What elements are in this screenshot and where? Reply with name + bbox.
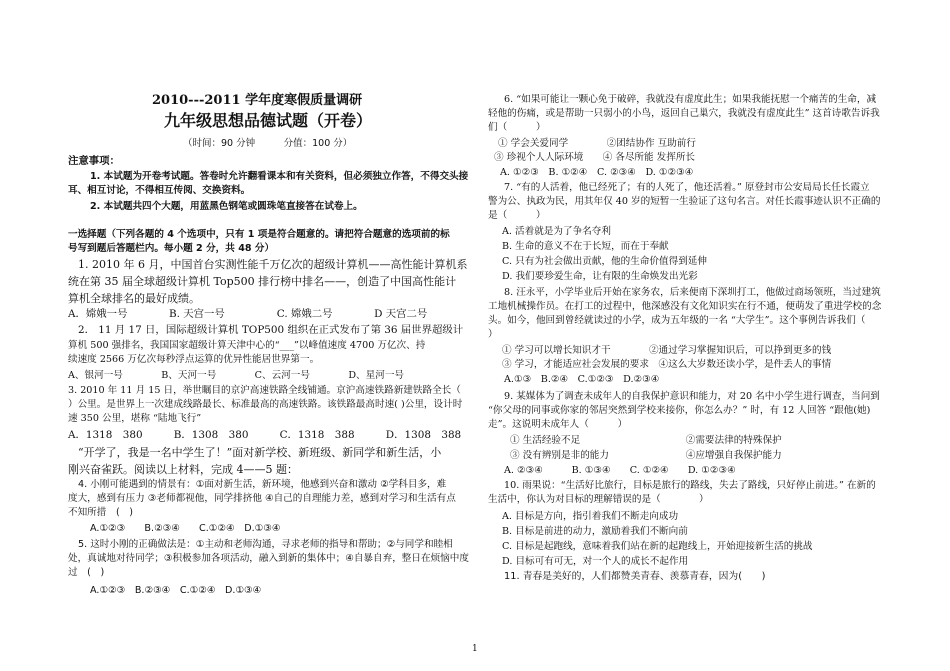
q1-line-3: 算机全球排名的最好成绩。 <box>68 292 200 305</box>
q2-line-2: 算机 500 强排名，我国国家超级计算天津中心的“___”以峰值速度 4700 万亿次、持 <box>68 340 426 351</box>
exam-main-title: 九年级思想品德试题（开卷） <box>164 111 373 130</box>
q7-option-d: D. 我们要珍爱生命，让有限的生命焕发出光彩 <box>502 271 698 282</box>
q3-line-1: 3. 2010 年 11 月 15 日，举世瞩目的京沪高速铁路全线铺通。京沪高速铁路新建铁路全长（ <box>68 385 461 396</box>
intro-line-1: “开学了，我是一名中学生了！”面对新学校、新班级、新同学和新生活，小 <box>78 446 442 459</box>
q3-options: A．1318 380 B．1308 380 C．1318 388 D．1308 388 <box>68 429 462 441</box>
q6-line-2: 轻他的伤痛，或是帮助一只弱小的小鸟，返回自己巢穴，我就没有虚度此生” 这首诗歌告诉我 <box>488 108 880 119</box>
q2-options: A、银河一号 B、天河一号 C、云河一号 D、星河一号 <box>68 370 405 381</box>
q1-line-1: 1. 2010 年 6 月，中国首台实测性能千万亿次的超级计算机——高性能计算机系 <box>78 258 468 271</box>
q10-option-d: D. 目标可有可无，对一个人的成长不起作用 <box>502 556 689 567</box>
q10-option-a: A. 目标是方向，指引着我们不断走向成功 <box>502 511 679 522</box>
q8-line-3: 头。如今，他回到曾经就读过的小学，成为五年级的一名 “大学生”。这个事例告诉我们（ <box>488 315 866 326</box>
q4-line-1: 4. 小刚可能遇到的情景有：①面对新生活，新环境，他感到兴奋和激动 ②学科目多，难 <box>78 479 447 490</box>
q3-line-3: 速 350 公里，堪称 “陆地飞行” <box>68 413 202 424</box>
exam-year-title: 2010---2011 学年度寒假质量调研 <box>152 93 363 108</box>
q9-option-row-2: ③ 没有辨别是非的能力 ④应增强自我保护能力 <box>510 450 782 461</box>
q4-line-2: 度大，感到有压力 ③老师都视他，同学排挤他 ④自己的自理能力差，感到对学习和生活有点 <box>68 493 456 504</box>
q3-line-2: ）公里。是世界上一次建成线路最长、标准最高的高速铁路。该铁路最高时速( )公里，设计时 <box>68 399 463 410</box>
q1-line-2: 统在第 35 届全球超级计算机 Top500 排行榜中排名——，创造了中国高性能计 <box>68 275 457 288</box>
q10-option-b: B. 目标是前进的动力，激励着我们不断向前 <box>502 526 688 537</box>
note-1-line-1: 1. 本试题为开卷考试题。答卷时允许翻看课本和有关资料，但必须独立作答，不得交头接 <box>90 171 469 182</box>
q11-line-1: 11. 青春是美好的，人们都赞美青春、羡慕青春，因为( ) <box>504 571 766 582</box>
q10-line-1: 10. 雨果说：“生活好比旅行，目标是旅行的路线，失去了路线，只好停止前进。” 在新的 <box>504 480 876 491</box>
time-score-info: （时间：90 分钟 分值：100 分） <box>183 138 353 149</box>
q6-line-3: 们（ ） <box>488 122 546 133</box>
q8-option-row-2: ③ 学习，才能适应社会发展的要求 ④这么大岁数还读小学，是件丢人的事情 <box>502 359 832 370</box>
note-1-line-2: 耳、相互讨论，不得相互传阅、交换资料。 <box>68 185 251 196</box>
q9-line-2: “你父母的同事或你家的邻居突然到学校来接你，你怎么办？” 时，有 12 人回答 “跟他(她) <box>488 405 871 416</box>
section-1-heading: 一选择题（下列各题的 4 个选项中，只有 1 项是符合题意的。请把符合题意的选项前的标 <box>68 229 450 240</box>
q6-options: A. ①②③ B. ①②④ C. ②③④ D. ①②③④ <box>500 167 694 178</box>
notes-heading: 注意事项： <box>68 155 120 167</box>
q7-option-b: B. 生命的意义不在于长短，而在于奉献 <box>502 241 669 252</box>
q5-options: A.①②③ B.②③④ C.①②④ D.①③④ <box>90 585 262 596</box>
q6-line-1: 6. “如果可能让一颗心免于破碎，我就没有虚度此生；如果我能抚慰一个痛苦的生命，减 <box>504 94 877 105</box>
q7-option-c: C. 只有为社会做出贡献，他的生命价值得到延伸 <box>502 256 707 267</box>
q5-line-2: 处，真诚地对待同学；③积极参加各项活动，融入到新的集体中；④自暴自弃，整日在烦恼中度 <box>68 553 469 564</box>
q2-line-3: 续速度 2566 万亿次每秒浮点运算的优异性能居世界第一。 <box>68 354 320 365</box>
q9-line-3: 走”。这说明未成年人（ ） <box>488 419 628 430</box>
q6-option-row-1: ① 学会关爱同学 ②团结协作 互助前行 <box>498 138 696 149</box>
q8-line-2: 工地机械操作员。在打工的过程中，他深感没有文化知识实在行不通，便萌发了重进学校的念 <box>488 301 882 312</box>
q8-option-row-1: ① 学习可以增长知识才干 ②通过学习掌握知识后，可以挣到更多的钱 <box>502 345 832 356</box>
q4-line-3: 不知所措 ( ) <box>68 507 134 518</box>
q7-line-2: 警为公、执政为民，用其年仅 40 岁的短暂一生验证了这句名言。对任长霞事迹认识不正确的 <box>488 196 881 207</box>
q2-line-1: 2． 11 月 17 日，国际超级计算机 TOP500 组织在正式发布了第 36 届世界超级计 <box>78 324 464 336</box>
q8-line-1: 8. 汪永平，小学毕业后开始在家务农，后来便南下深圳打工，他做过商场领班，当过建筑 <box>504 287 881 298</box>
q9-options: A. ②③④ B. ①③④ C. ①②④ D. ①②③④ <box>504 465 736 476</box>
q7-option-a: A. 活着就是为了争名夺利 <box>502 226 611 237</box>
q9-option-row-1: ① 生活经验不足 ②需要法律的特殊保护 <box>510 435 782 446</box>
q7-line-1: 7. “有的人活着，他已经死了；有的人死了，他还活着。” 原登封市公安局局长任长霞立 <box>504 182 870 193</box>
q9-line-1: 9. 某媒体为了调查未成年人的自我保护意识和能力，对 20 名中小学生进行调查，当问到 <box>504 391 880 402</box>
q8-options: A.①③ B.②④ C.①②③ D.②③④ <box>504 374 660 385</box>
section-1-heading-2: 号写到题后答题栏内。每小题 2 分，共 48 分） <box>68 243 275 254</box>
q8-line-4: ） <box>488 329 498 340</box>
q10-line-2: 生活中，你认为对目标的理解错误的是（ ） <box>488 494 709 505</box>
q1-options: A．嫦娥一号 B. 天宫一号 C. 嫦娥二号 D 天宫二号 <box>68 308 428 320</box>
q6-option-row-2: ③ 珍视个人人际环境 ④ 各尽所能 发挥所长 <box>494 152 696 163</box>
page-number: 1 <box>472 644 478 654</box>
q5-line-3: 过 ( ) <box>68 567 105 578</box>
note-2: 2. 本试题共四个大题，用蓝黑色钢笔或圆珠笔直接答在试卷上。 <box>90 201 363 212</box>
q10-option-c: C. 目标是起跑线，意味着我们站在新的起跑线上，开始迎接新生活的挑战 <box>502 541 813 552</box>
q7-line-3: 是（ ） <box>488 210 546 221</box>
q5-line-1: 5. 这时小刚的正确做法是：①主动和老师沟通，寻求老师的指导和帮助；②与同学和睦相 <box>78 539 453 550</box>
q4-options: A.①②③ B.②③④ C.①②④ D.①③④ <box>90 523 281 534</box>
intro-line-2: 刚兴奋雀跃。阅读以上材料，完成 4——5 题： <box>68 463 298 476</box>
